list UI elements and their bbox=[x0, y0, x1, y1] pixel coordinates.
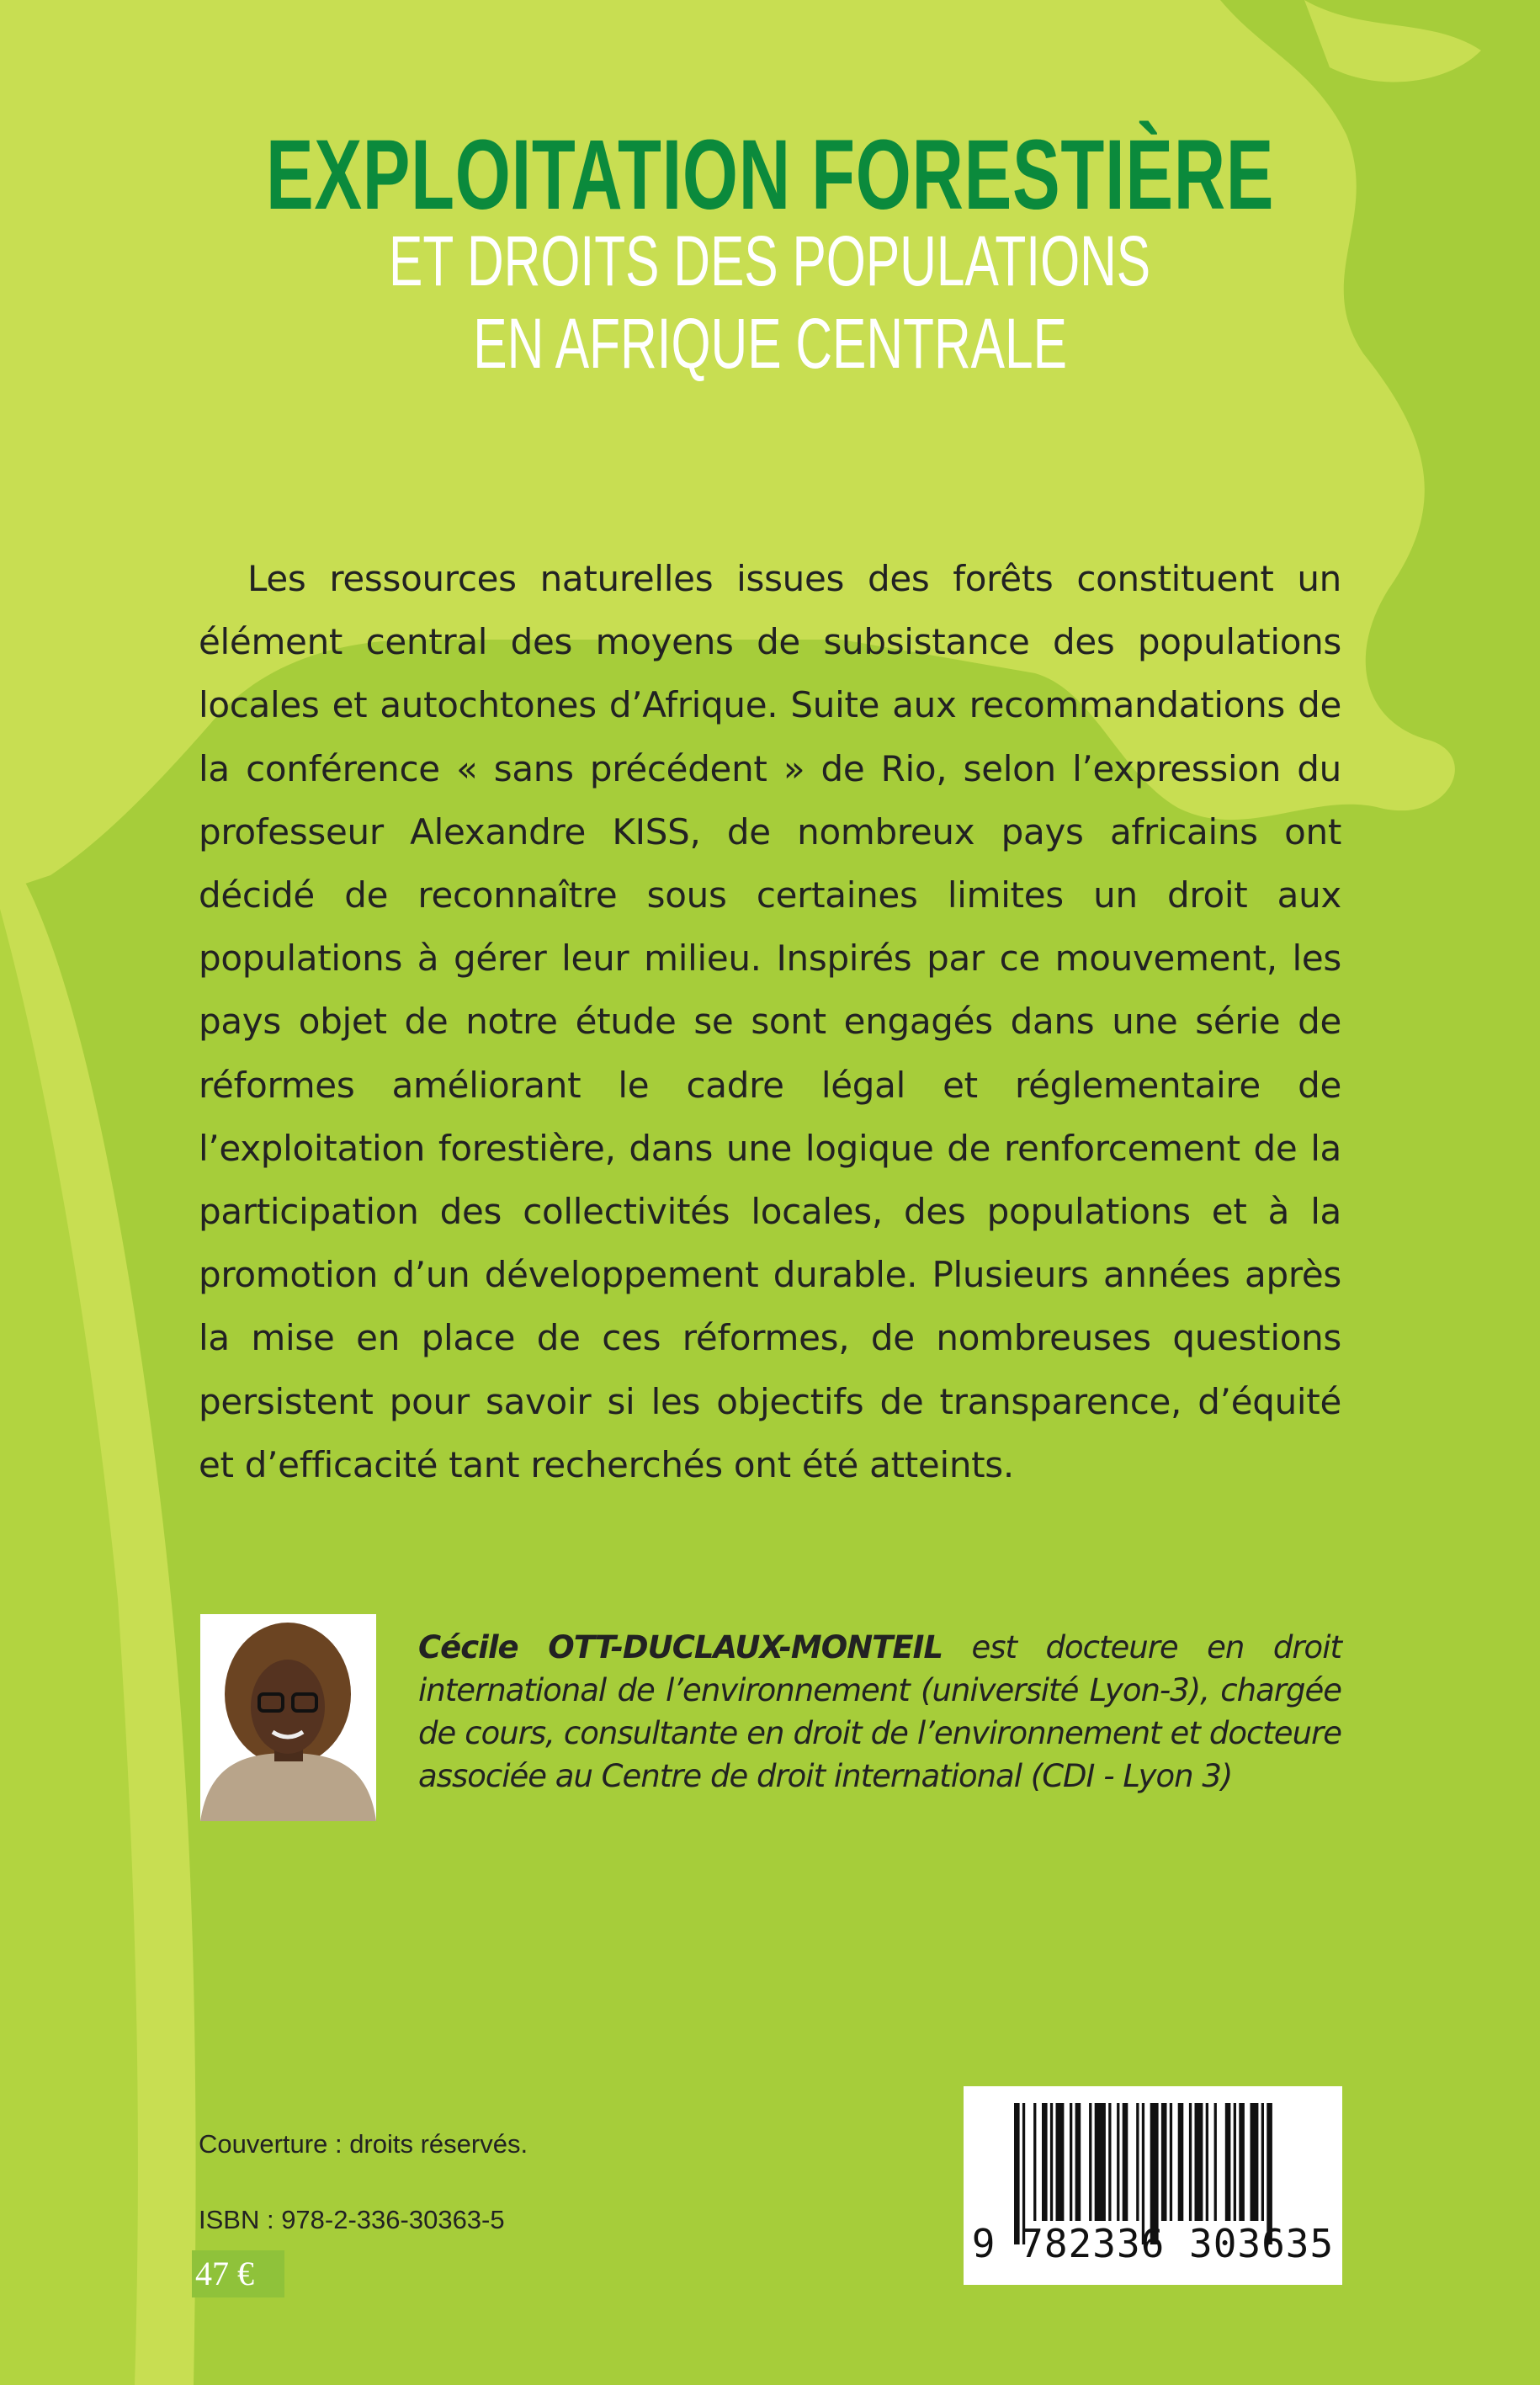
barcode-bar bbox=[1261, 2103, 1264, 2221]
barcode-bar bbox=[1178, 2103, 1184, 2221]
barcode-bar bbox=[1042, 2103, 1048, 2221]
barcode-bar bbox=[1206, 2103, 1208, 2221]
barcode-bar bbox=[1214, 2103, 1217, 2221]
barcode-bar bbox=[1161, 2103, 1167, 2221]
barcode-bar bbox=[1050, 2103, 1053, 2221]
barcode bbox=[964, 2086, 1342, 2285]
author-photo bbox=[200, 1614, 376, 1821]
cover-credit: Couverture : droits réservés. bbox=[199, 2129, 528, 2159]
author-name: Cécile OTT-DUCLAUX-MONTEIL bbox=[418, 1629, 943, 1665]
subtitle-text: EN AFRIQUE CENTRALE bbox=[473, 304, 1067, 383]
barcode-bar bbox=[1033, 2103, 1036, 2221]
barcode-bar bbox=[1189, 2103, 1192, 2221]
barcode-number: 9 782336 303635 bbox=[971, 2221, 1335, 2266]
barcode-bar bbox=[1056, 2103, 1065, 2221]
barcode-bar bbox=[1123, 2103, 1128, 2221]
barcode-bar bbox=[1095, 2103, 1106, 2221]
price-tag: 47 € bbox=[192, 2250, 284, 2297]
barcode-bar bbox=[1136, 2103, 1139, 2221]
summary-text: Les ressources naturelles issues des forêts constituent un élément central des moyens de subsistance des populations locales et autochtones d’Afrique. Suite aux recommandations de la conférence « sans précédent » de Rio, selon l’expression du professeur Alexandre KISS, de nombreux pays africains ont décidé de reconnaître sous certaines limites un droit aux populations à gérer leur milieu. Inspirés par ce mouvement, les pays objet de notre étude se sont engagés dans une série de réformes améliorant le cadre légal et réglementaire de l’exploitation forestière, dans une logique de renforcement de la participation des collectivités locales, des populations et à la promotion d’un développement durable. Plusieurs années après la mise en place de ces réformes, de nombreuses questions persistent pour savoir si les objectifs de transparence, d’équité et d’efficacité tant recherchés ont été atteints. bbox=[199, 558, 1341, 1485]
barcode-bar bbox=[1234, 2103, 1236, 2221]
title-line-1 bbox=[0, 118, 1540, 232]
subtitle-text: ET DROITS DES POPULATIONS bbox=[389, 221, 1151, 300]
barcode-bar bbox=[1108, 2103, 1111, 2221]
barcode-bar bbox=[1225, 2103, 1231, 2221]
barcode-bar bbox=[1117, 2103, 1119, 2221]
author-bio bbox=[418, 1626, 1341, 1798]
author-description: est docteure en droit international de l’environnement (université Lyon-3), chargée de cours, consultante en droit de l’environnement et docteure associée au Centre de droit international (CDI - Lyon 3) bbox=[418, 1629, 1341, 1794]
barcode-bar bbox=[1170, 2103, 1172, 2221]
barcode-bar bbox=[1195, 2103, 1203, 2221]
title-line-2 bbox=[0, 220, 1540, 302]
barcode-bar bbox=[1070, 2103, 1072, 2221]
isbn: ISBN : 978-2-336-30363-5 bbox=[199, 2205, 505, 2234]
barcode-bar bbox=[1075, 2103, 1081, 2221]
barcode-bar bbox=[1089, 2103, 1091, 2221]
barcode-bar bbox=[1239, 2103, 1245, 2221]
title-text: EXPLOITATION FORESTIÈRE bbox=[265, 120, 1275, 231]
title-line-3 bbox=[0, 303, 1540, 385]
barcode-bar bbox=[1251, 2103, 1259, 2221]
